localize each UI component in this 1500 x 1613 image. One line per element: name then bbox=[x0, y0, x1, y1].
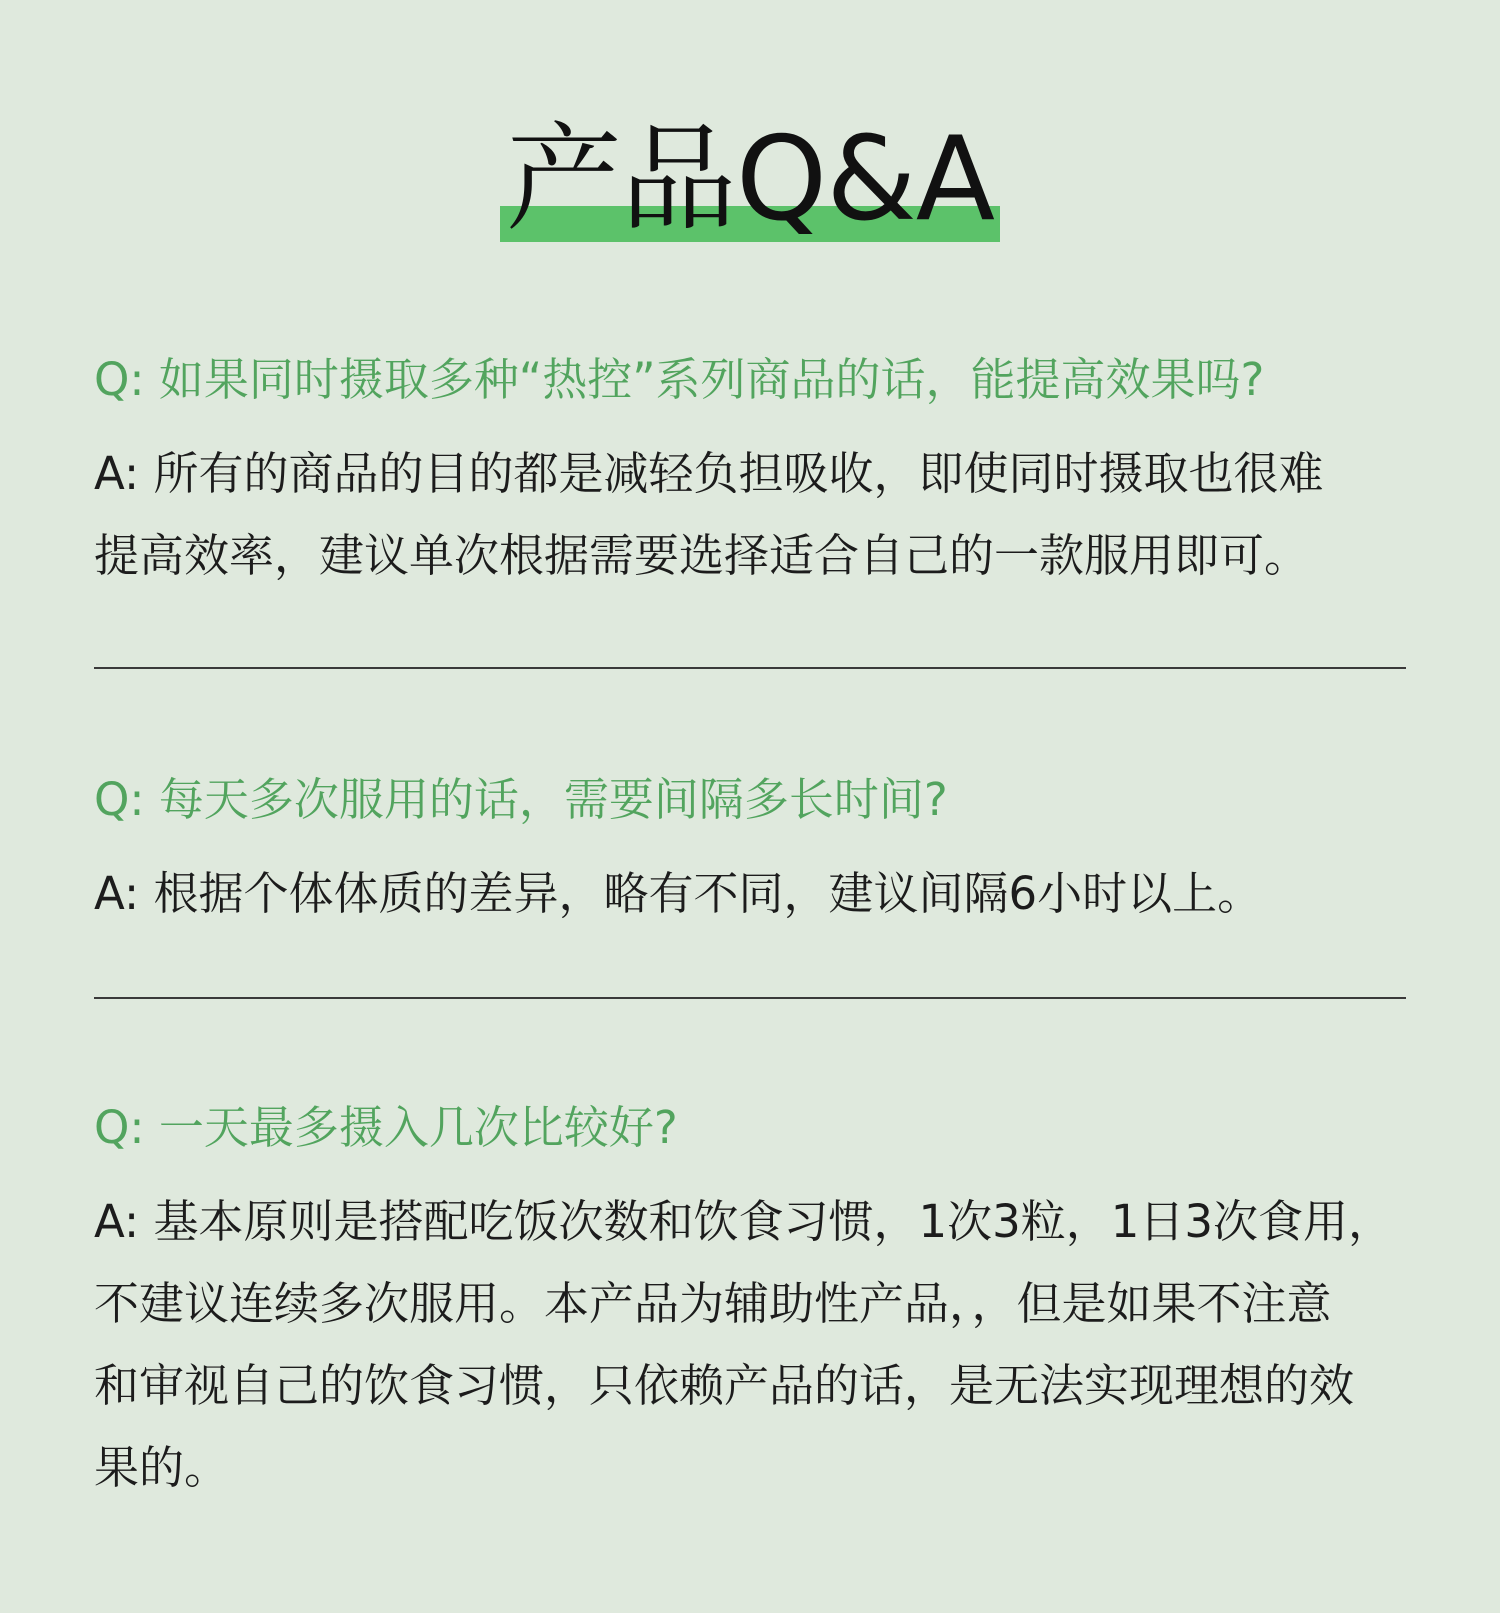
section-divider bbox=[94, 667, 1406, 669]
answer-line: A: 基本原则是搭配吃饭次数和饮食习惯，1次3粒，1日3次食用， bbox=[94, 1195, 1393, 1248]
answer-line: 不建议连续多次服用。本产品为辅助性产品，，但是如果不注意 bbox=[94, 1277, 1332, 1330]
qa-item-1 bbox=[94, 355, 1434, 597]
answer-line: 提高效率，建议单次根据需要选择适合自己的一款服用即可。 bbox=[94, 529, 1310, 582]
question-text: Q: 每天多次服用的话，需要间隔多长时间? bbox=[94, 773, 948, 826]
answer-line: A: 所有的商品的目的都是减轻负担吸收，即使同时摄取也很难 bbox=[94, 447, 1324, 500]
qa-item-3 bbox=[94, 1103, 1434, 1509]
title-block bbox=[500, 112, 1000, 248]
title-area bbox=[0, 112, 1500, 248]
page-title: 产品Q&A bbox=[505, 112, 995, 247]
answer-line: 和审视自己的饮食习惯，只依赖产品的话，是无法实现理想的效 bbox=[94, 1359, 1355, 1412]
question-text: Q: 如果同时摄取多种“热控”系列商品的话，能提高效果吗? bbox=[94, 353, 1265, 406]
question-text: Q: 一天最多摄入几次比较好? bbox=[94, 1101, 678, 1154]
answer-line: A: 根据个体体质的差异，略有不同，建议间隔6小时以上。 bbox=[94, 867, 1263, 920]
answer-line: 果的。 bbox=[94, 1441, 230, 1494]
qa-item-2 bbox=[94, 775, 1434, 935]
section-divider bbox=[94, 997, 1406, 999]
